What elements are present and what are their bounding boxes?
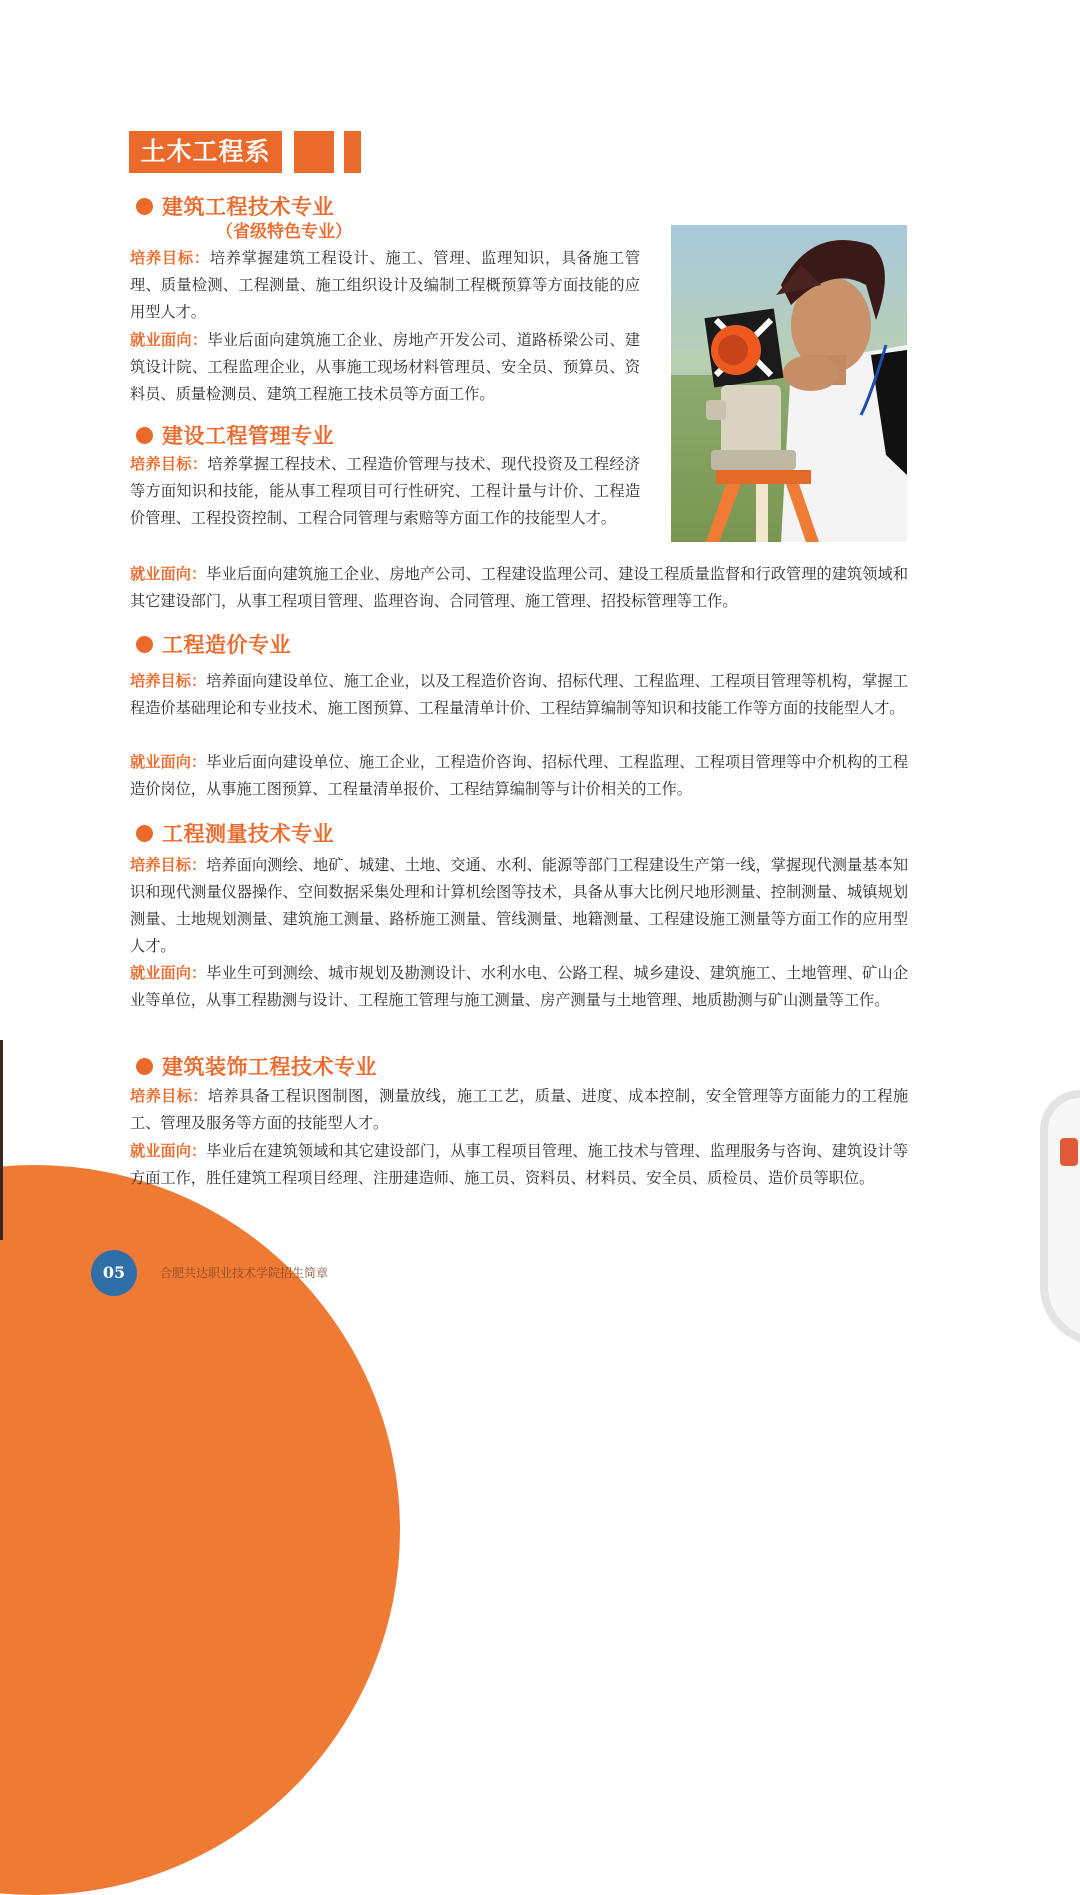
goal-text: 培养掌握建筑工程设计、施工、管理、监理知识，具备施工管理、质量检测、工程测量、施工组织设计及编制工程概预算等方面技能的应用型人才。 <box>130 249 641 321</box>
major-heading <box>136 629 291 659</box>
department-title: 土木工程系 <box>129 131 282 173</box>
major-note: （省级特色专业） <box>216 222 352 242</box>
career-label: 就业面向： <box>130 565 207 583</box>
training-goal <box>130 668 908 722</box>
bullet-icon <box>136 198 153 215</box>
training-goal <box>130 245 640 326</box>
career-text: 毕业后面向建筑施工企业、房地产开发公司、道路桥梁公司、建筑设计院、工程监理企业，从事施工现场材料管理员、安全员、预算员、资料员、质量检测员、建筑工程施工技术员等方面工作。 <box>130 331 641 403</box>
training-goal <box>130 451 640 532</box>
career-direction <box>130 960 908 1014</box>
training-goal <box>130 852 908 960</box>
title-accent-bar-small <box>344 131 361 173</box>
goal-label: 培养目标： <box>130 249 210 267</box>
goal-label: 培养目标： <box>130 856 207 874</box>
major-heading <box>136 420 334 450</box>
career-text: 毕业后面向建设单位、施工企业，工程造价咨询、招标代理、工程监理、工程项目管理等中介机构的工程造价岗位，从事施工图预算、工程量清单报价、工程结算编制等与计价相关的工作。 <box>130 753 909 798</box>
page-number: 05 <box>91 1250 137 1296</box>
goal-text: 培养具备工程识图制图，测量放线，施工工艺，质量、进度、成本控制，安全管理等方面能力的工程施工、管理及服务等方面的技能型人才。 <box>130 1087 909 1132</box>
career-label: 就业面向： <box>130 964 207 982</box>
left-edge-line <box>0 1040 3 1240</box>
red-dot-decoration <box>1060 1138 1078 1166</box>
career-direction <box>130 1138 908 1192</box>
major-heading <box>136 818 334 848</box>
goal-label: 培养目标： <box>130 1087 208 1105</box>
bullet-icon <box>136 825 153 842</box>
major-name: 工程测量技术专业 <box>162 821 334 846</box>
career-direction <box>130 749 908 803</box>
footer-title: 合肥共达职业技术学院招生简章 <box>160 1266 329 1280</box>
bullet-icon <box>136 1058 153 1075</box>
career-direction <box>130 561 908 615</box>
bullet-icon <box>136 427 153 444</box>
title-accent-bar <box>294 131 334 173</box>
major-name: 建设工程管理专业 <box>162 423 334 448</box>
goal-label: 培养目标： <box>130 672 207 690</box>
career-text: 毕业后在建筑领域和其它建设部门，从事工程项目管理、施工技术与管理、监理服务与咨询、建筑设计等方面工作，胜任建筑工程项目经理、注册建造师、施工员、资料员、材料员、安全员、质检员、造价员等职位。 <box>130 1142 909 1187</box>
career-label: 就业面向： <box>130 331 208 349</box>
student-surveying-photo <box>671 225 907 542</box>
major-name: 建筑工程技术专业 <box>162 194 334 219</box>
goal-label: 培养目标： <box>130 455 208 473</box>
career-text: 毕业生可到测绘、城市规划及勘测设计、水利水电、公路工程、城乡建设、建筑施工、土地管理、矿山企业等单位，从事工程勘测与设计、工程施工管理与施工测量、房产测量与土地管理、地质勘测与矿山测量等工作。 <box>130 964 909 1009</box>
career-label: 就业面向： <box>130 753 207 771</box>
goal-text: 培养面向测绘、地矿、城建、土地、交通、水利、能源等部门工程建设生产第一线，掌握现代测量基本知识和现代测量仪器操作、空间数据采集处理和计算机绘图等技术，具备从事大比例尺地形测量、控制测量、城镇规划测量、土地规划测量、建筑施工测量、路桥施工测量、管线测量、地籍测量、工程建设施工测量等方面工作的应用型人才。 <box>130 856 909 955</box>
career-label: 就业面向： <box>130 1142 207 1160</box>
major-name: 建筑装饰工程技术专业 <box>162 1054 377 1079</box>
major-name: 工程造价专业 <box>162 632 291 657</box>
major-heading <box>136 1051 377 1081</box>
training-goal <box>130 1083 908 1137</box>
goal-text: 培养掌握工程技术、工程造价管理与技术、现代投资及工程经济等方面知识和技能，能从事工程项目可行性研究、工程计量与计价、工程造价管理、工程投资控制、工程合同管理与索赔等方面工作的技能型人才。 <box>130 455 641 527</box>
goal-text: 培养面向建设单位、施工企业，以及工程造价咨询、招标代理、工程监理、工程项目管理等机构，掌握工程造价基础理论和专业技术、施工图预算、工程量清单计价、工程结算编制等知识和技能工作等方面的技能型人才。 <box>130 672 909 717</box>
career-direction <box>130 327 640 408</box>
bullet-icon <box>136 636 153 653</box>
career-text: 毕业后面向建筑施工企业、房地产公司、工程建设监理公司、建设工程质量监督和行政管理的建筑领域和其它建设部门，从事工程项目管理、监理咨询、合同管理、施工管理、招投标管理等工作。 <box>130 565 909 610</box>
right-edge-decoration <box>1040 1090 1080 1346</box>
